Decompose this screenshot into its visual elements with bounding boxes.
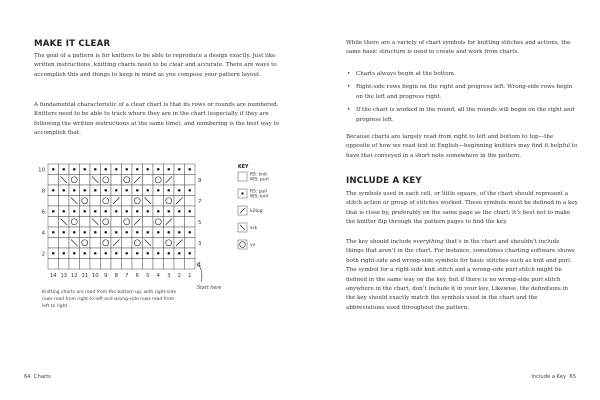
footer-right [531, 374, 576, 380]
chart-cell [101, 196, 112, 207]
purl-dot-symbol [178, 210, 181, 213]
paragraph-numbering: A fundamental characteristic of a clear chart is that its rows or rounds are numbered. Knitters need to be able to track where they are in the chart (especially if they are following the written instructions at the same time), and numbering is the best way to accomplish that. [34, 102, 280, 137]
purl-dot-symbol [146, 210, 149, 213]
paragraph-symbols: The symbols used in each cell, or little square, of the chart should represent a stitch action or group of stitches worked. These symbols must be defined in a key that is close by, preferably on the same page as the chart; it’s best not to make the knitter flip through the pattern pages to find the key. [346, 191, 578, 226]
bullet-item [346, 106, 578, 125]
purl-dot-symbol [167, 189, 170, 192]
stitch-number: 6 [135, 273, 139, 279]
purl-dot-symbol [125, 252, 128, 255]
purl-dot-symbol [62, 189, 65, 192]
purl-dot-symbol [62, 231, 65, 234]
chart-caption: Knitting charts are read from the bottom up, with right-side rows read from right to left and wrong-side rows read from left to right. [42, 290, 177, 310]
chart-cell [80, 238, 91, 249]
chart-cell [185, 259, 196, 270]
chart-cell [164, 238, 175, 249]
purl-dot-symbol [94, 168, 97, 171]
purl-dot-symbol [73, 189, 76, 192]
chart-cell [48, 259, 59, 270]
paragraph-key-contents: The key should include everything that’s in the chart and shouldn’t include things that aren’t in the chart. For instance, sometimes charting software shows both right-side and wrong-side symbols for basic stitches such as knit and purl. The symbol for a right-side knit stitch and a wrong-side purl stitch might be defined in the same way on the key, but if there is no wrong-side purl stitch anywhere in the chart, don’t include it in your key. Likewise, the definitions in the key should exactly match the symbols used in the chart and the abbreviations used throughout the pattern. [346, 239, 575, 311]
chart-cell [111, 259, 122, 270]
purl-dot-symbol [115, 168, 118, 171]
chart-cell [90, 196, 101, 207]
stitch-number: 11 [81, 273, 89, 279]
row-labels-left [38, 167, 45, 257]
bullet-icon: • [347, 107, 351, 114]
stitch-number: 4 [156, 273, 160, 279]
purl-dot-symbol [83, 168, 86, 171]
purl-dot-symbol [178, 252, 181, 255]
purl-dot-symbol [83, 252, 86, 255]
chart-key [238, 164, 269, 249]
chart-cell [185, 175, 196, 186]
running-head-right: Include a Key [531, 374, 567, 380]
purl-dot-symbol [104, 168, 107, 171]
purl-dot-symbol [115, 189, 118, 192]
chart-cell [122, 238, 133, 249]
key-label: RS: knit [250, 172, 267, 178]
stitch-number: 13 [60, 273, 68, 279]
chart-cell [59, 238, 70, 249]
chart-cell [174, 217, 185, 228]
chart-cell [153, 217, 164, 228]
purl-dot-symbol [62, 168, 65, 171]
purl-dot-symbol [136, 210, 139, 213]
purl-dot-symbol [83, 231, 86, 234]
key-label: yo [250, 243, 256, 248]
key-swatch [238, 172, 247, 181]
chart-cell [69, 175, 80, 186]
right-page [300, 0, 600, 400]
chart-cell [153, 175, 164, 186]
purl-dot-symbol [157, 168, 160, 171]
purl-dot-symbol [157, 189, 160, 192]
chart-cell [132, 259, 143, 270]
chart-cell [111, 217, 122, 228]
bullet-item [346, 83, 578, 102]
key-label: RS: purl [250, 189, 268, 195]
bullet-text-3: If the chart is worked in the round, all the rounds will begin on the right and progress left. [356, 107, 575, 123]
purl-dot-symbol [52, 189, 55, 192]
purl-dot-symbol [146, 189, 149, 192]
purl-dot-symbol [94, 210, 97, 213]
key-para-2-block [346, 238, 578, 313]
purl-dot-symbol [125, 189, 128, 192]
stitch-number: 9 [104, 273, 108, 279]
purl-dot-symbol [125, 231, 128, 234]
purl-dot-symbol [146, 252, 149, 255]
chart-cell [185, 217, 196, 228]
paragraph-intro: While there are a variety of chart symbols for knitting stitches and actions, the same basic structure is used to create and work from charts. [346, 40, 571, 56]
stitch-number: 8 [114, 273, 118, 279]
row-number-left: 10 [38, 167, 45, 174]
key-swatch [238, 240, 247, 249]
purl-dot-symbol [94, 231, 97, 234]
purl-dot-symbol [167, 210, 170, 213]
chart-cell [101, 175, 112, 186]
emphasis-everything: everything [413, 239, 444, 245]
page-number-right: 65 [569, 374, 576, 380]
row-number-right: 7 [198, 198, 202, 205]
purl-dot-symbol [188, 168, 191, 171]
chart-cell [164, 259, 175, 270]
purl-dot-symbol [94, 189, 97, 192]
row-number-left: 8 [41, 188, 45, 195]
chart-rules-list [346, 70, 578, 125]
key-title: KEY [238, 165, 249, 170]
chart-cell [143, 175, 154, 186]
purl-dot-symbol [146, 168, 149, 171]
purl-dot-symbol [178, 189, 181, 192]
row-number-right: 1 [198, 261, 202, 268]
page-number-left: 64 [24, 374, 31, 380]
purl-dot-symbol [83, 210, 86, 213]
section-heading-include-a-key: INCLUDE A KEY [346, 176, 422, 186]
stitch-number: 3 [167, 273, 171, 279]
running-head-left: Charts [33, 374, 51, 380]
purl-dot-symbol [52, 252, 55, 255]
purl-dot-symbol [115, 252, 118, 255]
purl-dot-symbol [104, 252, 107, 255]
key-label: k2tog [250, 209, 263, 214]
purl-dot-symbol [104, 210, 107, 213]
purl-dot-symbol [157, 231, 160, 234]
purl-dot-symbol [167, 168, 170, 171]
chart-cell [90, 259, 101, 270]
chart-cell [69, 217, 80, 228]
right-intro-block [346, 39, 578, 58]
chart-cell [59, 259, 70, 270]
chart-cell [48, 175, 59, 186]
purl-dot-symbol [73, 231, 76, 234]
chart-cell [80, 217, 91, 228]
row-number-left: 4 [41, 230, 45, 237]
bullet-text-1: Charts always begin at the bottom. [356, 71, 456, 77]
chart-cell [164, 196, 175, 207]
purl-dot-symbol [83, 189, 86, 192]
bullet-icon: • [347, 84, 351, 91]
purl-dot-symbol [178, 168, 181, 171]
key-label: WS: knit [250, 194, 269, 200]
bullet-item [346, 70, 578, 79]
purl-dot-symbol [136, 252, 139, 255]
stitch-number: 14 [49, 273, 57, 279]
chart-cell [143, 217, 154, 228]
stitch-number: 7 [125, 273, 129, 279]
chart-cell [101, 217, 112, 228]
stitch-labels [50, 273, 191, 279]
purl-dot-symbol [188, 231, 191, 234]
purl-dot-symbol [157, 252, 160, 255]
purl-dot-symbol [146, 231, 149, 234]
purl-dot-symbol [188, 210, 191, 213]
purl-dot-symbol [167, 231, 170, 234]
purl-dot-symbol [157, 210, 160, 213]
chart-cell [48, 238, 59, 249]
bullet-list-block [346, 70, 578, 125]
chart-cell [101, 238, 112, 249]
chart-cell [48, 217, 59, 228]
purl-dot-symbol [167, 252, 170, 255]
purl-dot-symbol [115, 210, 118, 213]
chart-cell [122, 259, 133, 270]
key-para-1-block [346, 190, 578, 228]
purl-dot-symbol [178, 231, 181, 234]
chart-grid [48, 164, 195, 269]
purl-dot-symbol [104, 231, 107, 234]
purl-dot-symbol [94, 252, 97, 255]
footer-left [24, 374, 51, 380]
purl-dot-symbol [73, 252, 76, 255]
stitch-number: 10 [91, 273, 99, 279]
purl-dot-symbol [52, 231, 55, 234]
bullet-text-2: Right-side rows begin on the right and progress left. Wrong-side rows begin on the left and progress right. [356, 84, 573, 100]
stitch-number: 1 [188, 273, 192, 279]
chart-cell [122, 175, 133, 186]
paragraph-reading-direction: Because charts are largely read from right to left and bottom to top—the opposite of how we read text in English—beginning knitters may find it helpful to have that conveyed in a short note somewhere in the pattern. [346, 134, 578, 159]
purl-dot-symbol [73, 210, 76, 213]
right-heading-block [346, 176, 578, 186]
chart-cell [90, 238, 101, 249]
row-number-left: 2 [41, 251, 45, 258]
purl-dot-symbol [188, 189, 191, 192]
paragraph-goal: The goal of a pattern is for knitters to be able to reproduce a design exactly. Just like written instructions, knitting charts need to be clear and accurate. There are ways to accomplish this and things to keep in mind as you compose your pattern layout. [34, 53, 277, 78]
left-para-1-block [34, 52, 280, 80]
chart-cell [48, 196, 59, 207]
purl-dot-symbol [115, 231, 118, 234]
chart-cell [80, 196, 91, 207]
purl-dot-symbol [125, 168, 128, 171]
chart-cell [174, 175, 185, 186]
chart-cell [153, 196, 164, 207]
stitch-number: 2 [177, 273, 181, 279]
knitting-chart [30, 156, 280, 291]
chart-cell [111, 175, 122, 186]
chart-cell [122, 217, 133, 228]
left-para-2-block [34, 101, 280, 139]
purl-dot-symbol [125, 210, 128, 213]
purl-dot-symbol [104, 189, 107, 192]
stitch-number: 12 [70, 273, 78, 279]
key-label: WS: purl [250, 177, 269, 183]
chart-cell [122, 196, 133, 207]
chart-cell [143, 259, 154, 270]
chart-cell [80, 175, 91, 186]
purl-dot-symbol [52, 168, 55, 171]
purl-dot-symbol [62, 210, 65, 213]
stitch-number: 5 [146, 273, 150, 279]
chart-cell [185, 196, 196, 207]
purl-dot-symbol [136, 189, 139, 192]
chart-cell [153, 259, 164, 270]
purl-dot-icon [241, 192, 243, 194]
purl-dot-symbol [62, 252, 65, 255]
chart-cell [69, 259, 80, 270]
chart-cell [101, 259, 112, 270]
start-here-label: Start here [197, 285, 222, 291]
row-number-right: 5 [198, 219, 202, 226]
chart-cell [185, 238, 196, 249]
row-number-right: 3 [198, 240, 202, 247]
purl-dot-symbol [136, 231, 139, 234]
chart-cell [132, 238, 143, 249]
purl-dot-symbol [188, 252, 191, 255]
reading-para-block [346, 133, 578, 161]
key-label: ssk [250, 226, 258, 231]
chart-cell [132, 196, 143, 207]
chart-cell [174, 259, 185, 270]
row-number-right: 9 [198, 177, 202, 184]
chart-cell [59, 196, 70, 207]
left-heading-block [34, 39, 280, 49]
chart-cell [80, 259, 91, 270]
purl-dot-symbol [136, 168, 139, 171]
chart-cell [153, 238, 164, 249]
section-heading-make-it-clear: MAKE IT CLEAR [34, 39, 111, 49]
purl-dot-symbol [73, 168, 76, 171]
row-number-left: 6 [41, 209, 45, 216]
bullet-icon: • [347, 71, 351, 77]
purl-dot-symbol [52, 210, 55, 213]
row-labels-right [198, 178, 202, 268]
